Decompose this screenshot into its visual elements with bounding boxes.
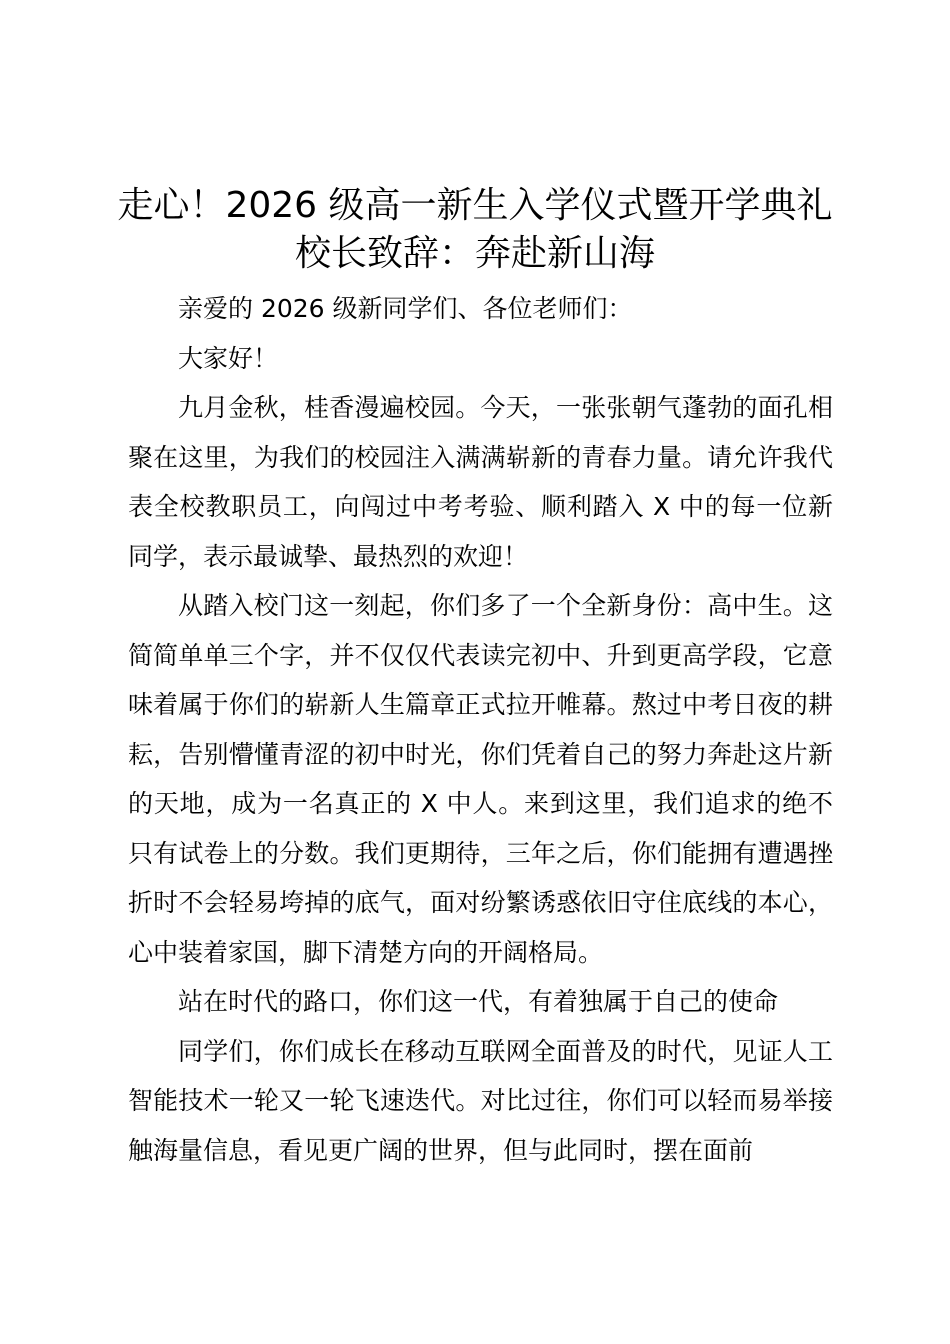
document-title-line-2: 校长致辞：奔赴新山海 xyxy=(294,233,655,274)
paragraph-era: 同学们，你们成长在移动互联网全面普及的时代，见证人工智能技术一轮又一轮飞速迭代。对比过往，你们可以轻而易举接触海量信息，看见更广阔的世界，但与此同时，摆在面前 xyxy=(128,1036,833,1165)
paragraph-salutation: 亲爱的 2026 级新同学们、各位老师们： xyxy=(178,294,633,323)
paragraph-high-school-identity: 从踏入校门这一刻起，你们多了一个全新身份：高中生。这简简单单三个字，并不仅仅代表读完初中、升到更高学段，它意味着属于你们的崭新人生篇章正式拉开帷幕。熬过中考日夜的耕耘，告别懵懂青涩的初中时光，你们凭着自己的努力奔赴这片新的天地，成为一名真正的 X 中人。来到这里，我们追求的绝不只有试卷上的分数。我们更期待，三年之后，你们能拥有遭遇挫折时不会轻易垮掉的底气，面对纷繁诱惑依旧守住底线的本心，心中装着家国，脚下清楚方向的开阔格局。 xyxy=(128,591,833,967)
paragraph-welcome: 九月金秋，桂香漫遍校园。今天，一张张朝气蓬勃的面孔相聚在这里，为我们的校园注入满满崭新的青春力量。请允许我代表全校教职员工，向闯过中考考验、顺利踏入 X 中的每一位新同学，表示最诚挚、最热烈的欢迎！ xyxy=(128,393,833,571)
paragraph-greeting: 大家好！ xyxy=(178,343,279,373)
document-body xyxy=(128,284,833,1175)
document-title-line-1: 走心！2026 级高一新生入学仪式暨开学典礼 xyxy=(117,185,833,226)
paragraph-section-heading: 站在时代的路口，你们这一代，有着独属于自己的使命 xyxy=(178,987,779,1016)
